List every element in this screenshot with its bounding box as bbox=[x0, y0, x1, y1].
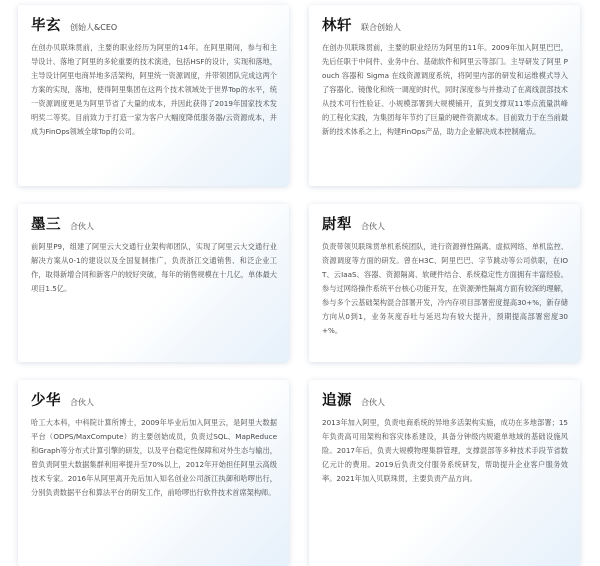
member-name: 毕玄 bbox=[31, 18, 61, 34]
member-role: 创始人&CEO bbox=[70, 23, 118, 32]
team-card-zhuiyuan bbox=[309, 380, 580, 566]
card-header bbox=[322, 14, 568, 35]
team-card-linxuan bbox=[309, 5, 580, 186]
member-bio: 在创办贝联珠贯前，主要的职业经历为阿里的11年。2009年加入阿里巴巴，先后任职于中间件、业务中台、基础软件和阿里云等部门。主导研发了阿里 Pouch 容器和 Sigma 在线资源调度系统，将阿里内部的研发和运维模式导入了容器化、镜像化和统一调度的时代，同时深度参与并推动了在离线混部技术从技术可行性验证、小规模部署到大规模铺开，直到支撑双11零点流量洪峰的工程化实践，为集团每年节约了巨量的硬件资源成本。目前致力于在当前最新的技术体系之上，构建FinOps产品，助力企业解决成本控制痛点。 bbox=[322, 43, 568, 136]
card-header bbox=[31, 14, 277, 35]
member-role: 合伙人 bbox=[70, 398, 94, 407]
member-role: 合伙人 bbox=[361, 398, 385, 407]
member-bio: 前阿里P9，组建了阿里云大交通行业架构师团队，实现了阿里云大交通行业解决方案从0-1的建设以及全国复制推广，负责浙江交通销售、和泛企业工作，取得新增合同和新客户的较好突破，每年的销售规模在十几亿，单体最大项目1.5亿。 bbox=[31, 242, 277, 293]
member-name: 墨三 bbox=[31, 217, 61, 233]
card-header bbox=[31, 389, 277, 410]
member-role: 合伙人 bbox=[361, 222, 385, 231]
member-role: 联合创始人 bbox=[361, 23, 401, 32]
member-name: 追源 bbox=[322, 393, 352, 409]
member-bio: 负责带领贝联珠贯单机系统团队，进行资源弹性隔离、虚拟网络、单机监控、资源调度等方面的研发。曾在H3C、阿里巴巴、字节跳动等公司供职，在IOT、云IaaS、容器、资源隔离、软硬件结合、系统稳定性方面拥有丰富经验。参与过网络操作系统平台核心功能开发，在资源弹性隔离方面有较深的理解，参与多个云基础架构混合部署开发，冷内存项目部署密度提高30+%，新存储方向从0到1，业务灰度吞吐与延迟均有较大提升，预期提高部署密度30+%。 bbox=[322, 242, 568, 335]
card-header bbox=[31, 213, 277, 234]
team-card-weili bbox=[309, 204, 580, 362]
team-grid bbox=[18, 5, 580, 566]
member-name: 林轩 bbox=[322, 18, 352, 34]
member-name: 尉犁 bbox=[322, 217, 352, 233]
card-header bbox=[322, 389, 568, 410]
team-card-shaohua bbox=[18, 380, 289, 566]
member-name: 少华 bbox=[31, 393, 61, 409]
team-card-mosan bbox=[18, 204, 289, 362]
card-header bbox=[322, 213, 568, 234]
member-bio: 哈工大本科，中科院计算所博士，2009年毕业后加入阿里云，是阿里大数据平台（ODPS/MaxCompute）的主要创始成员，负责过SQL、MapReduce和Graph等分布式计算引擎的研发，以及平台稳定性保障和对外生态与输出，曾负责阿里大数据集群利用率提升至70%以上，2012年开始担任阿里云高级技术专家。2016年从阿里离开先后加入知名创业公司浙江执御和哈啰出行，分别负责数据平台和算法平台的研发工作，前哈啰出行软件技术首席架构师。 bbox=[31, 418, 277, 497]
member-bio: 2013年加入阿里，负责电商系统的异地多活架构实施，成功在多地部署；15年负责高可用架构和容灾体系建设，具备分钟级内规避单地域的基础设施风险。2017年后，负责大规模物理集群管理，支撑混部等多种技术手段节省数亿元计的费用。2019后负责交付服务系统研发，帮助提升企业客户服务效率。2021年加入贝联珠贯，主要负责产品方向。 bbox=[322, 418, 568, 483]
member-role: 合伙人 bbox=[70, 222, 94, 231]
team-card-bixuan bbox=[18, 5, 289, 186]
member-bio: 在创办贝联珠贯前，主要的职业经历为阿里的14年。在阿里期间，参与和主导设计、落地了阿里的多轮重要的技术演进，包括HSF的设计，实现和落地，主导设计阿里电商异地多活架构，阿里统一资源调度，并带领团队完成这两个方案的实现，落地，使得阿里集团在这两个技术领域处于世界Top的水平，统一资源调度更是为阿里节省了大量的成本，并因此获得了2019年国家技术发明奖二等奖。目前致力于打造一家为客户大幅度降低服务器/云资源成本，并成为FinOps领域全球Top的公司。 bbox=[31, 43, 277, 136]
